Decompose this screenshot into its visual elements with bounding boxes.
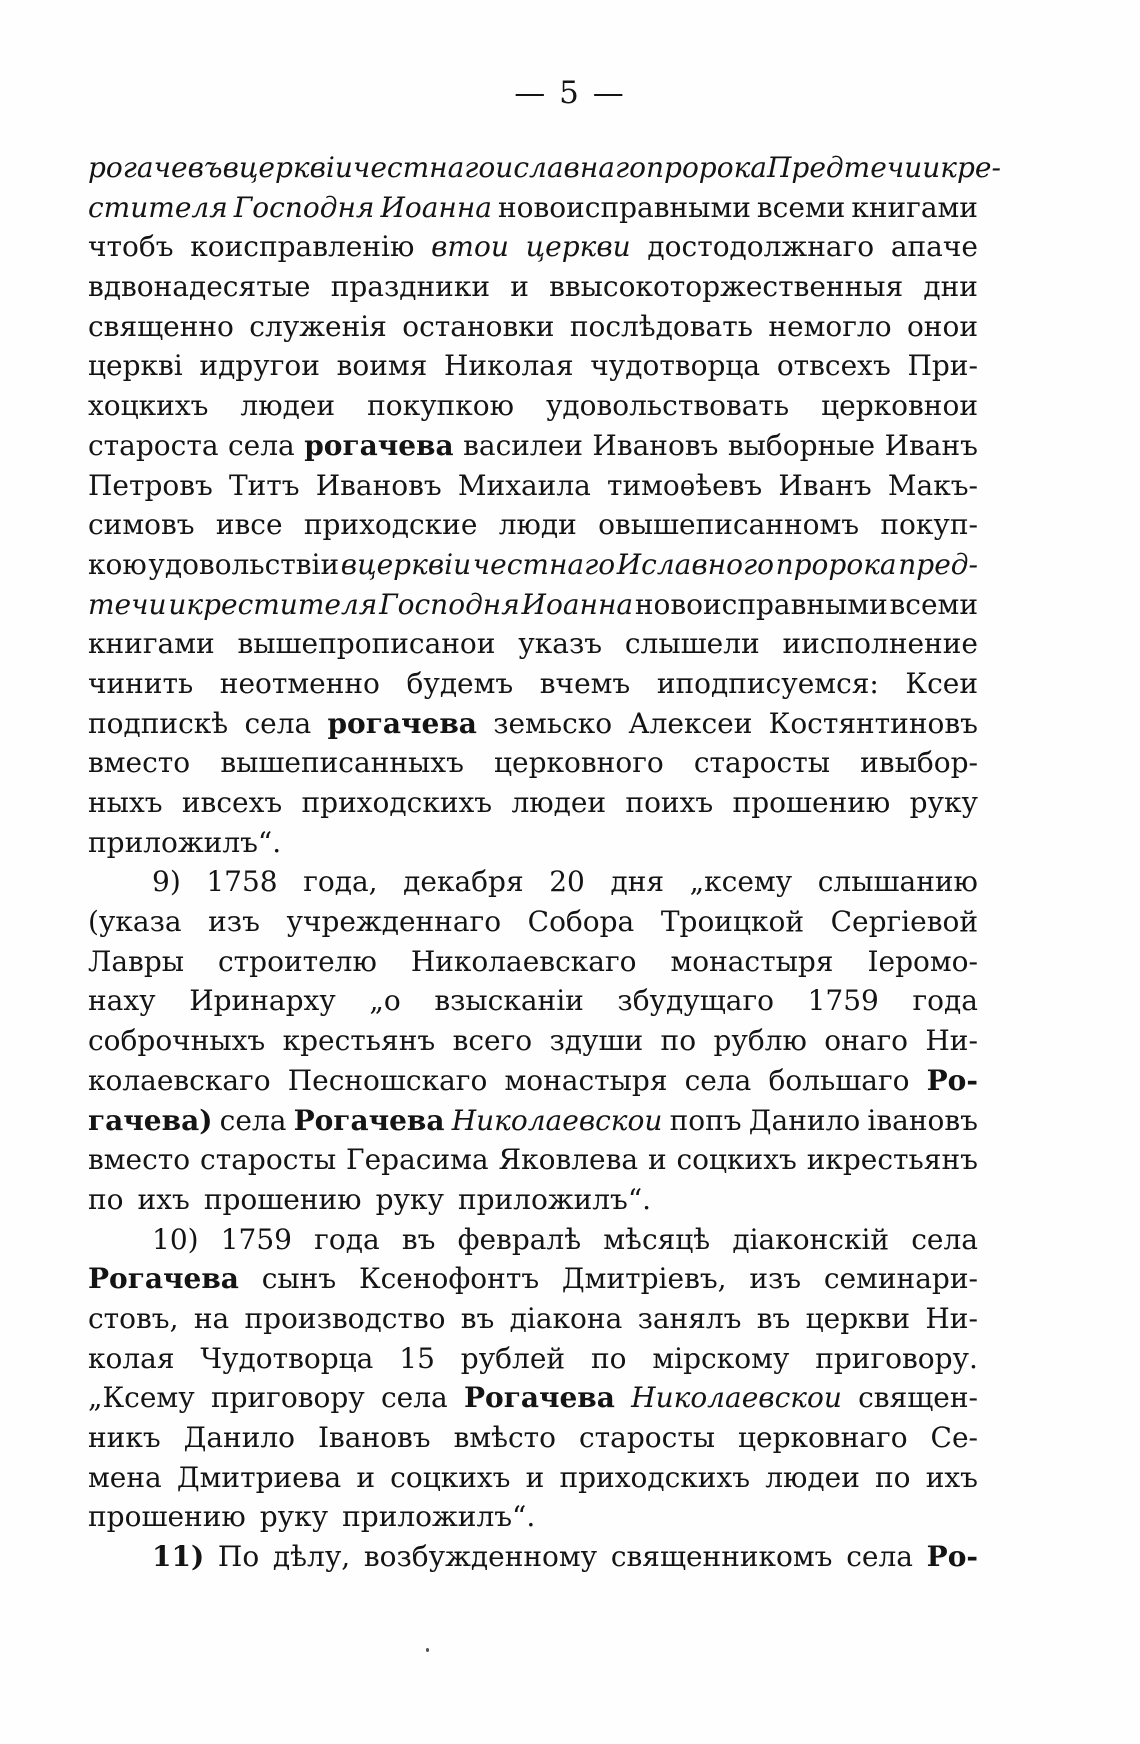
word: декабря xyxy=(403,865,524,899)
word: немогло xyxy=(768,309,892,343)
word: 10) xyxy=(152,1222,199,1256)
text-line xyxy=(88,545,978,585)
word: въ xyxy=(756,1301,791,1335)
word: коисправленію xyxy=(190,230,415,264)
word: Се- xyxy=(930,1421,978,1454)
word: тимоѳѣевъ xyxy=(606,468,763,502)
text-line xyxy=(88,1220,978,1260)
text-line xyxy=(88,1497,978,1537)
word: руку xyxy=(909,786,978,819)
word: приговору xyxy=(210,1381,365,1415)
word: и xyxy=(647,1143,667,1177)
word: онои xyxy=(906,309,978,343)
word: Рогачева xyxy=(293,1103,445,1137)
text-line xyxy=(88,862,978,902)
word: Иславного xyxy=(616,547,774,581)
word: вдвонадесятые xyxy=(88,270,311,304)
word: чудотворца xyxy=(590,349,761,383)
word: рублю xyxy=(713,1024,807,1058)
word: священ- xyxy=(858,1381,978,1415)
word: 20 xyxy=(549,865,585,899)
word: чинить xyxy=(88,666,194,700)
word: иподписуемся: xyxy=(656,666,879,700)
word: года, xyxy=(303,865,378,899)
word: села xyxy=(684,1063,752,1097)
text-line xyxy=(88,902,978,942)
word: „о xyxy=(369,984,401,1018)
text-line xyxy=(88,1537,978,1577)
print-speck xyxy=(426,1648,429,1652)
word: Господня xyxy=(233,190,375,224)
word: церкви xyxy=(805,1301,911,1335)
word: воимя xyxy=(336,349,428,383)
text-line xyxy=(88,386,978,426)
word: Титъ xyxy=(228,468,300,502)
word: въ xyxy=(401,1222,436,1256)
word: послѣдовать xyxy=(569,309,753,343)
word: мірскому xyxy=(652,1341,790,1375)
word: изъ xyxy=(749,1262,802,1296)
word: Чудотворца xyxy=(200,1341,374,1375)
word: книгами xyxy=(851,190,978,224)
word: Ни- xyxy=(925,1301,978,1335)
word: приговору. xyxy=(815,1341,978,1375)
word: дни xyxy=(923,270,978,304)
word: Рогачева xyxy=(463,1381,615,1415)
text-line xyxy=(88,783,978,823)
word: Собора xyxy=(527,905,635,939)
word: поихъ xyxy=(625,786,714,819)
word: новоисправными xyxy=(497,190,751,224)
word: священникомъ xyxy=(610,1540,833,1574)
word: строителю xyxy=(218,944,377,978)
word: февралѣ xyxy=(457,1222,582,1256)
word: рогачевъ xyxy=(88,151,223,184)
word: села xyxy=(219,1103,287,1137)
word: села xyxy=(227,428,295,462)
word: Николаевскаго xyxy=(410,944,637,978)
word: симовъ xyxy=(88,508,195,542)
text-line xyxy=(88,1418,978,1458)
word: указъ xyxy=(518,627,603,661)
word: села xyxy=(244,706,312,740)
word: пророка xyxy=(645,151,767,184)
word: семинари- xyxy=(823,1262,978,1296)
word: по xyxy=(590,1341,627,1375)
word: старосты xyxy=(578,1421,716,1454)
word: руку xyxy=(259,1500,329,1534)
word: Іеромо- xyxy=(867,944,978,978)
word: Иоанна xyxy=(380,190,492,224)
word: дѣлу, xyxy=(272,1540,351,1574)
word: новоисправными xyxy=(634,587,888,621)
text-line xyxy=(88,585,978,625)
word: прошению xyxy=(88,1500,246,1534)
word: Алексеи xyxy=(628,706,753,740)
text-line xyxy=(88,1339,978,1379)
word: рогачева xyxy=(304,428,454,462)
word: Ксеи xyxy=(905,666,978,700)
word: всеми xyxy=(756,190,846,224)
word: втои xyxy=(431,230,509,264)
text-line xyxy=(88,664,978,704)
word: слышанию xyxy=(817,865,978,899)
word: икрестьянъ xyxy=(806,1143,978,1177)
word: руку xyxy=(375,1182,444,1216)
word: Николая xyxy=(444,349,574,383)
word: ихъ xyxy=(137,1182,190,1216)
word: гачева) xyxy=(88,1103,213,1137)
word: людеи xyxy=(765,1460,860,1494)
word: всего xyxy=(452,1024,533,1058)
word: и xyxy=(356,1460,376,1494)
text-line xyxy=(88,1140,978,1180)
word: 1759 xyxy=(807,984,879,1018)
word: приложилъ“. xyxy=(88,825,282,859)
word: вмѣсто xyxy=(453,1421,557,1454)
word: и xyxy=(525,1460,545,1494)
word: стителя xyxy=(88,190,228,224)
word: рублей xyxy=(460,1341,566,1375)
word: священно xyxy=(88,309,234,343)
word: церкви xyxy=(525,230,631,264)
word: ивыбор- xyxy=(860,746,978,780)
word: При- xyxy=(907,349,978,383)
word: Ни- xyxy=(925,1024,978,1058)
word: людеи xyxy=(511,786,607,819)
word: церковного xyxy=(494,746,664,780)
word: соцкихъ xyxy=(676,1143,797,1177)
word: „ксему xyxy=(689,865,793,899)
word: монастыря xyxy=(504,1063,668,1097)
page-number: — 5 — xyxy=(514,75,626,111)
word: года xyxy=(912,984,978,1018)
word: церковнаго xyxy=(738,1421,908,1454)
word: кою xyxy=(88,547,147,581)
word: вместо xyxy=(88,1143,191,1177)
text-line xyxy=(88,267,978,307)
word: идругои xyxy=(199,349,320,383)
word: (указа xyxy=(88,905,182,939)
word: течи xyxy=(88,587,167,621)
word: земьско xyxy=(493,706,613,740)
text-line xyxy=(88,1180,978,1220)
word: людеи xyxy=(240,389,336,423)
word: овышеписанномъ xyxy=(598,508,860,542)
word: ивсехъ xyxy=(181,786,283,819)
word: изъ xyxy=(208,905,260,939)
text-line xyxy=(88,307,978,347)
word: старосты xyxy=(693,746,830,780)
word: по xyxy=(875,1460,911,1494)
word: крестьянъ xyxy=(282,1024,436,1058)
word: Песношскаго xyxy=(287,1063,488,1097)
word: Данило xyxy=(183,1421,296,1454)
text-line xyxy=(88,227,978,267)
word: сынъ xyxy=(261,1262,337,1296)
word: слышели xyxy=(624,627,760,661)
word: вышепрописанои xyxy=(237,627,496,661)
word: Николаевскои xyxy=(451,1103,663,1137)
word: Макъ- xyxy=(887,468,978,502)
word: рогачева xyxy=(327,706,477,740)
text-line xyxy=(88,148,1001,188)
word: апаче xyxy=(890,230,978,264)
text-line xyxy=(88,823,978,863)
word: приложилъ“. xyxy=(457,1182,652,1216)
word: никъ xyxy=(88,1421,161,1454)
word: вцерквіи xyxy=(340,547,472,581)
text-line xyxy=(88,1378,978,1418)
word: приходскихъ xyxy=(301,786,493,819)
word: удовольствовать xyxy=(545,389,790,423)
word: остановки xyxy=(402,309,555,343)
word: вместо xyxy=(88,746,191,780)
word: года xyxy=(314,1222,380,1256)
word: отвсехъ xyxy=(776,349,891,383)
word: 15 xyxy=(399,1341,435,1375)
word: честнаго xyxy=(352,151,496,184)
word: подпискѣ xyxy=(88,706,229,740)
word: покупкою xyxy=(367,389,514,423)
word: наху xyxy=(88,984,156,1018)
word: Иоанна xyxy=(521,587,634,621)
word: церковнои xyxy=(821,389,978,423)
word: мена xyxy=(88,1460,162,1494)
word: здуши xyxy=(549,1024,644,1058)
word: Сергіевой xyxy=(830,905,978,939)
word: івановъ xyxy=(867,1103,978,1137)
word: вчемъ xyxy=(539,666,631,700)
word: Предтечи xyxy=(767,151,923,184)
word: діакона xyxy=(509,1301,623,1335)
text-line xyxy=(88,743,978,783)
word: василеи xyxy=(463,428,583,462)
word: села xyxy=(380,1381,448,1415)
text-line xyxy=(88,1458,978,1498)
word: неотменно xyxy=(219,666,380,700)
word: по xyxy=(660,1024,697,1058)
text-line xyxy=(88,704,978,744)
word: чтобъ xyxy=(88,230,174,264)
text-line xyxy=(88,981,978,1021)
word: на xyxy=(193,1301,230,1335)
word: праздники xyxy=(330,270,490,304)
word: 9) xyxy=(152,865,181,899)
word: ивсе xyxy=(215,508,283,542)
word: „Ксему xyxy=(88,1381,195,1415)
word: достодолжнаго xyxy=(647,230,875,264)
word: всеми xyxy=(889,587,978,621)
word: Михаила xyxy=(457,468,591,502)
word: колая xyxy=(88,1341,175,1375)
word: кре- xyxy=(940,151,1001,184)
word: честнаго xyxy=(472,547,616,581)
word: Івановъ xyxy=(317,1421,431,1454)
text-line xyxy=(88,505,978,545)
text-line xyxy=(88,426,978,466)
word: люди xyxy=(498,508,577,542)
word: удовольствіи xyxy=(148,547,340,581)
word: пред- xyxy=(898,547,978,581)
word: ныхъ xyxy=(88,786,163,819)
text-line xyxy=(88,346,978,386)
word: пророка xyxy=(775,547,897,581)
word: Иванъ xyxy=(778,468,872,502)
word: Костянтиновъ xyxy=(768,706,978,740)
word: вцерквіи xyxy=(222,151,353,184)
word: Ивановъ xyxy=(315,468,442,502)
word: Лавры xyxy=(88,944,185,978)
word: прошению xyxy=(732,786,891,819)
word: покуп- xyxy=(880,508,978,542)
word: попъ xyxy=(669,1103,742,1137)
word: Дмитріевъ, xyxy=(561,1262,727,1296)
word: Дмитриева xyxy=(176,1460,342,1494)
word: мѣсяцѣ xyxy=(603,1222,711,1256)
text-line xyxy=(88,1101,978,1141)
word: села xyxy=(911,1222,978,1256)
word: большаго xyxy=(768,1063,910,1097)
body-text xyxy=(88,148,1001,1577)
text-line xyxy=(88,1259,978,1299)
word: вышеписанныхъ xyxy=(220,746,464,780)
word: Иванъ xyxy=(884,428,978,462)
word: соцкихъ xyxy=(390,1460,511,1494)
text-line xyxy=(88,624,978,664)
word: По xyxy=(217,1540,260,1574)
text-line xyxy=(88,1061,978,1101)
word: Николаевскои xyxy=(631,1381,842,1415)
text-line xyxy=(88,188,978,228)
word: колаевскаго xyxy=(88,1063,271,1097)
word: въ xyxy=(460,1301,495,1335)
word: Троицкой xyxy=(660,905,804,939)
word: будемъ xyxy=(406,666,514,700)
word: стовъ, xyxy=(88,1301,179,1335)
word: Петровъ xyxy=(88,468,213,502)
word: Герасима xyxy=(346,1143,489,1177)
word: иисполнение xyxy=(782,627,978,661)
text-line xyxy=(88,466,978,506)
word: старосты xyxy=(200,1143,337,1177)
word: прошению xyxy=(203,1182,362,1216)
word: 1758 xyxy=(206,865,278,899)
word: Рогачева xyxy=(88,1262,239,1296)
word: ввысокоторжественныя xyxy=(549,270,904,304)
word: Яковлева xyxy=(498,1143,639,1177)
word: соброчныхъ xyxy=(88,1024,266,1058)
word: приходскихъ xyxy=(559,1460,751,1494)
word: ихъ xyxy=(925,1460,978,1494)
text-line xyxy=(88,1299,978,1339)
word: взысканіи xyxy=(434,984,584,1018)
word: діаконскій xyxy=(732,1222,890,1256)
word: служенія xyxy=(249,309,387,343)
word: Ксенофонтъ xyxy=(358,1262,540,1296)
word: Иринарху xyxy=(189,984,336,1018)
word: Господня xyxy=(379,587,520,621)
word: учрежденнаго xyxy=(286,905,502,939)
word: староста xyxy=(88,428,219,462)
word: 1759 xyxy=(220,1222,292,1256)
word: по xyxy=(88,1182,124,1216)
word: приходские xyxy=(303,508,478,542)
word: збудущаго xyxy=(617,984,774,1018)
word: приложилъ“. xyxy=(342,1500,536,1534)
word: и xyxy=(922,151,941,184)
word: икрестителя xyxy=(168,587,378,621)
text-line xyxy=(88,1021,978,1061)
word: Ро- xyxy=(926,1540,978,1574)
word: возбужденному xyxy=(363,1540,598,1574)
word: 11) xyxy=(152,1540,205,1574)
word: онаго xyxy=(824,1024,908,1058)
word: Ро- xyxy=(926,1063,978,1097)
word: Данило xyxy=(748,1103,861,1137)
word: иславнаго xyxy=(495,151,646,184)
word: выборные xyxy=(727,428,876,462)
word: хоцкихъ xyxy=(88,389,209,423)
word: Ивановъ xyxy=(592,428,719,462)
word: производство xyxy=(244,1301,446,1335)
word: книгами xyxy=(88,627,215,661)
word: села xyxy=(846,1540,913,1574)
word: и xyxy=(510,270,529,304)
word: церкві xyxy=(88,349,183,383)
word: монастыря xyxy=(670,944,834,978)
word: дня xyxy=(610,865,665,899)
word: занялъ xyxy=(637,1301,742,1335)
text-line xyxy=(88,942,978,982)
